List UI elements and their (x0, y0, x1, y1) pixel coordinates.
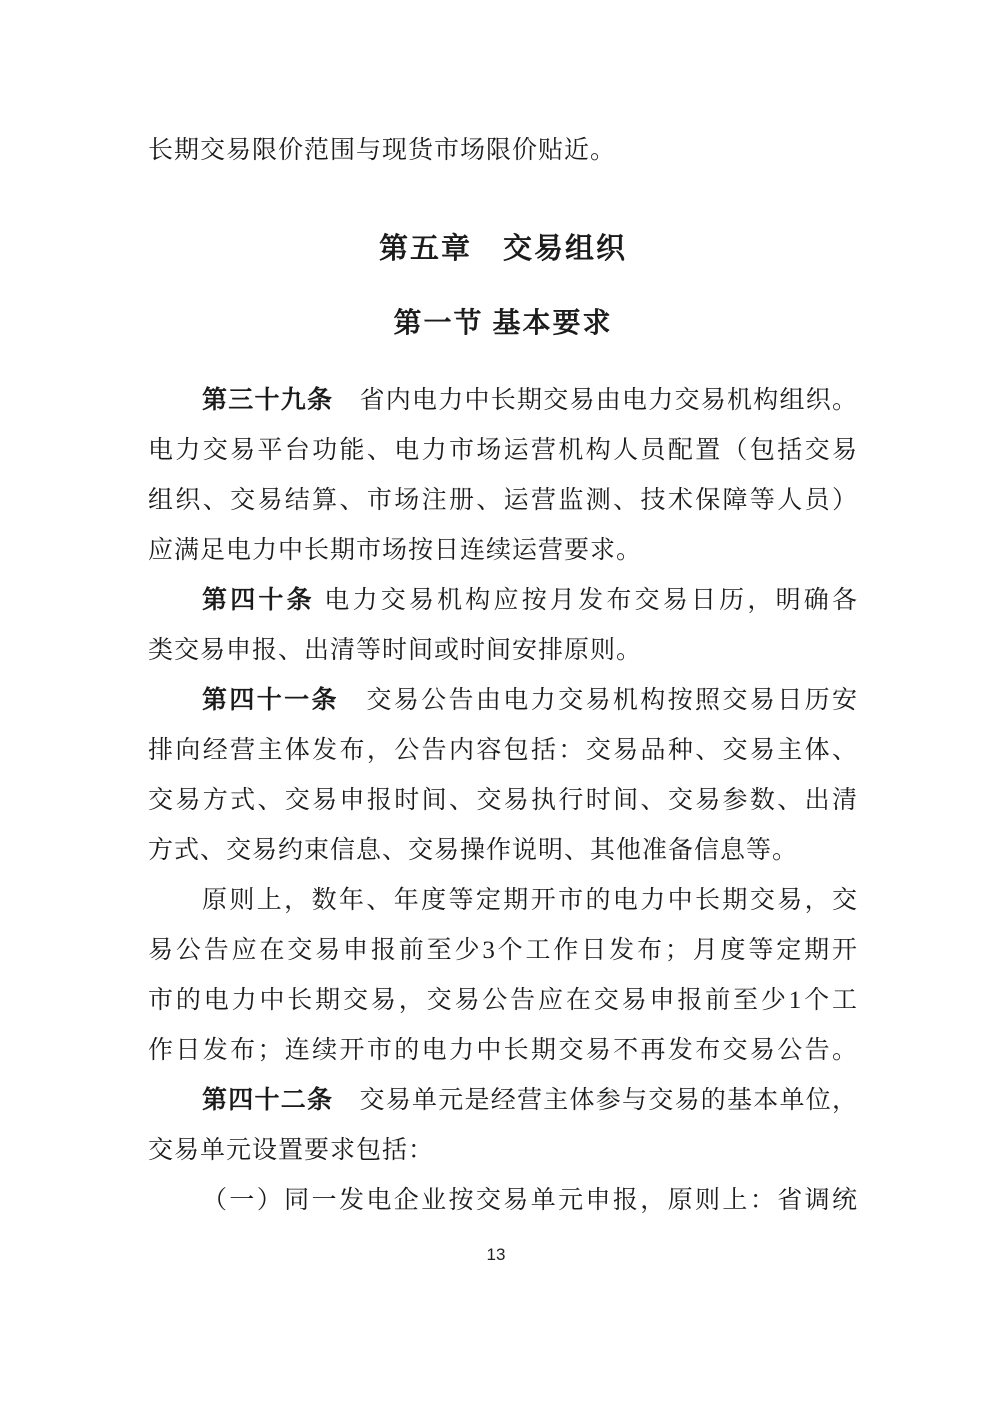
line-text: 易公告应在交易申报前至少3个工作日发布；月度等定期开 (148, 937, 858, 964)
paragraph-line (148, 576, 858, 626)
paragraph-line (148, 1076, 858, 1126)
line-text: 作日发布；连续开市的电力中长期交易不再发布交易公告。 (148, 1037, 858, 1064)
article-number: 第四十一条 (202, 687, 339, 714)
body-text (148, 376, 858, 1226)
paragraph-line (148, 726, 858, 776)
line-text: 交易方式、交易申报时间、交易执行时间、交易参数、出清 (148, 787, 858, 814)
paragraph-line (148, 426, 858, 476)
article-number: 第三十九条 (202, 387, 334, 414)
paragraph-line (148, 1026, 858, 1076)
paragraph-line (148, 876, 858, 926)
paragraph-line (148, 626, 858, 676)
line-text: 电力交易机构应按月发布交易日历，明确各 (314, 587, 858, 614)
line-text: 交易单元设置要求包括： (148, 1137, 435, 1164)
line-text: 长期交易限价范围与现货市场限价贴近。 (148, 137, 617, 164)
page-number: 13 (486, 1245, 506, 1264)
section-heading-text: 第一节 基本要求 (393, 308, 613, 339)
paragraph-line (148, 1126, 858, 1176)
line-text: 交易公告由电力交易机构按照交易日历安 (338, 687, 858, 714)
line-text: 省内电力中长期交易由电力交易机构组织。 (333, 387, 858, 414)
article-number: 第四十条 (202, 587, 315, 614)
paragraph-line (148, 476, 858, 526)
line-text: 电力交易平台功能、电力市场运营机构人员配置（包括交易 (148, 437, 858, 464)
paragraph-line (148, 526, 858, 576)
paragraph-line (148, 376, 858, 426)
line-text: 原则上，数年、年度等定期开市的电力中长期交易，交 (202, 887, 858, 914)
line-text: 排向经营主体发布，公告内容包括：交易品种、交易主体、 (148, 737, 858, 764)
section-heading (148, 299, 858, 349)
line-text: 交易单元是经营主体参与交易的基本单位， (333, 1087, 858, 1114)
paragraph-line (148, 676, 858, 726)
line-text: 市的电力中长期交易，交易公告应在交易申报前至少1个工 (148, 987, 858, 1014)
line-text: （一）同一发电企业按交易单元申报，原则上：省调统 (202, 1187, 858, 1214)
page-content (148, 126, 858, 1226)
paragraph-line (148, 826, 858, 876)
chapter-heading-text: 第五章 交易组织 (378, 233, 627, 265)
line-text: 方式、交易约束信息、交易操作说明、其他准备信息等。 (148, 837, 799, 864)
article-number: 第四十二条 (202, 1087, 334, 1114)
paragraph-line (148, 1176, 858, 1226)
line-text: 类交易申报、出清等时间或时间安排原则。 (148, 637, 643, 664)
paragraph-line (148, 976, 858, 1026)
chapter-heading (148, 224, 858, 274)
paragraph-line (148, 776, 858, 826)
continuation-line (148, 126, 858, 176)
line-text: 应满足电力中长期市场按日连续运营要求。 (148, 537, 643, 564)
line-text: 组织、交易结算、市场注册、运营监测、技术保障等人员） (148, 487, 858, 514)
paragraph-line (148, 926, 858, 976)
